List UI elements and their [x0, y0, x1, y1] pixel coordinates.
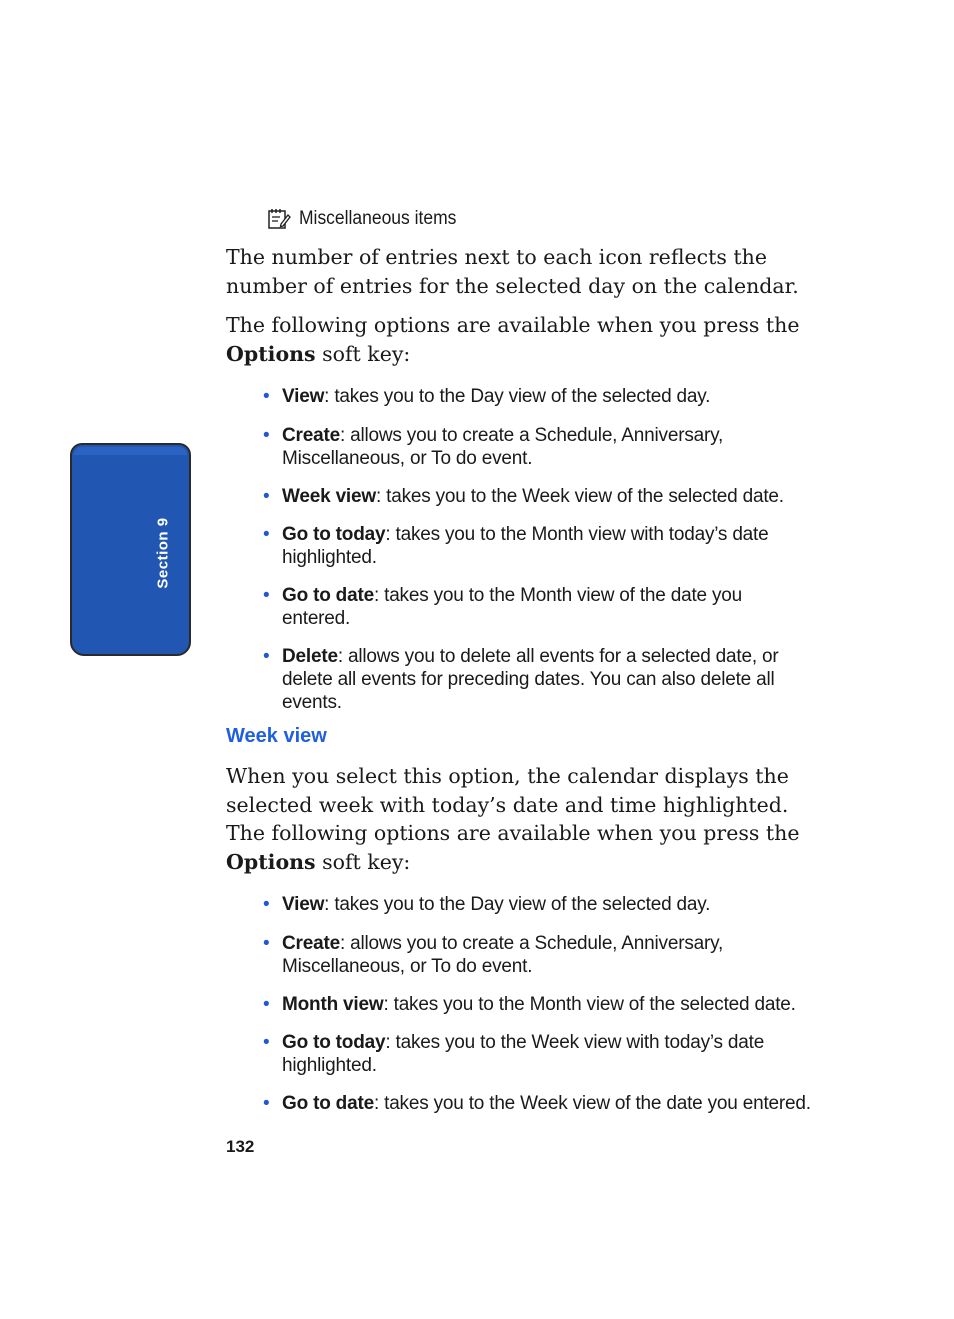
list-item: • Month view: takes you to the Month view of the selected date.	[263, 994, 796, 1015]
notepad-edit-icon	[267, 207, 291, 231]
list-item: • Create: allows you to create a Schedule, Anniversary, Miscellaneous, or To do event.	[263, 933, 724, 977]
list-item: • View: takes you to the Day view of the selected day.	[263, 386, 711, 407]
list-item: • Go to date: takes you to the Week view of the date you entered.	[263, 1093, 811, 1114]
list-item: • Go to today: takes you to the Week view with today’s date highlighted.	[263, 1032, 765, 1076]
list-item: • Go to today: takes you to the Month view with today’s date highlighted.	[263, 524, 769, 568]
misc-items-label: Miscellaneous items	[299, 208, 457, 229]
page-number: 132	[226, 1137, 255, 1156]
intro-paragraph-1: The number of entries next to each icon reflects the number of entries for the selected day on the calendar.	[226, 245, 799, 298]
list-item: • Delete: allows you to delete all events for a selected date, or delete all events for preceding dates. You can also delete all events.	[263, 646, 779, 713]
section-tab-label: Section 9	[154, 517, 172, 589]
list-item: • Week view: takes you to the Week view of the selected date.	[263, 486, 784, 507]
section-tab	[70, 443, 191, 656]
intro-paragraph-2: The following options are available when you press the Options soft key:	[226, 313, 800, 366]
list-item: • Create: allows you to create a Schedule, Anniversary, Miscellaneous, or To do event.	[263, 425, 724, 469]
week-view-paragraph: When you select this option, the calendar displays the selected week with today’s date and time highlighted. The following options are available when you press the Options soft key:	[226, 764, 800, 874]
list-item: • Go to date: takes you to the Month view of the date you entered.	[263, 585, 743, 629]
misc-items-row	[267, 206, 470, 232]
week-view-heading: Week view	[226, 725, 327, 747]
list-item: • View: takes you to the Day view of the selected day.	[263, 894, 711, 915]
